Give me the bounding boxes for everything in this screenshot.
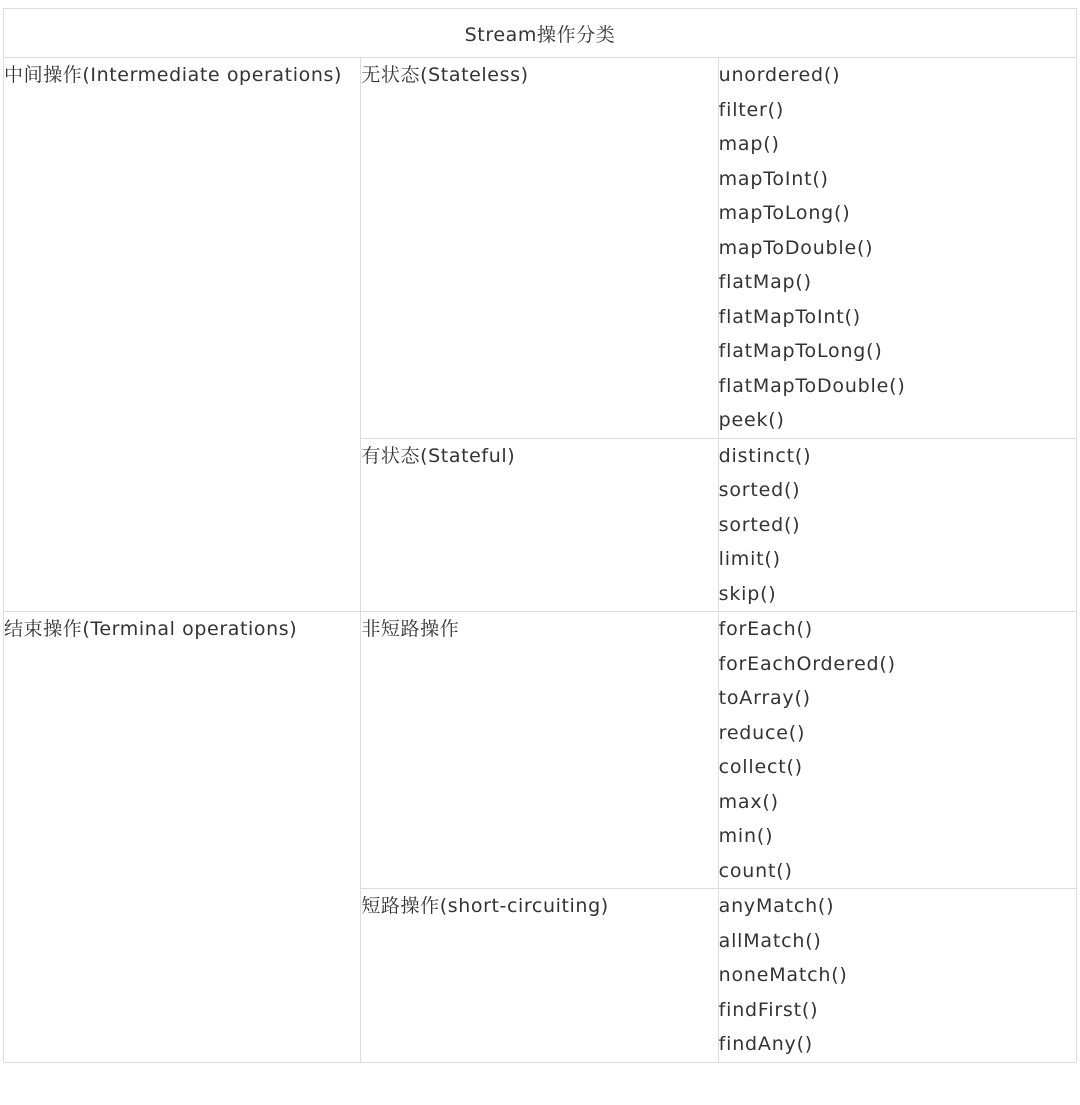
operation-method: min() xyxy=(718,825,774,847)
operation-method: noneMatch() xyxy=(718,964,848,986)
category-cell xyxy=(4,612,361,1063)
subcategory-cell xyxy=(361,438,718,612)
operation-method: mapToInt() xyxy=(718,167,829,190)
operation-method: limit() xyxy=(718,548,781,570)
operation-method: max() xyxy=(718,790,779,813)
operation-method: mapToDouble() xyxy=(718,236,874,259)
category-label: 中间操作(Intermediate operations) xyxy=(4,64,342,86)
operation-method: sorted() xyxy=(718,513,801,536)
table-title: Stream操作分类 xyxy=(4,9,1077,58)
operation-method: forEach() xyxy=(718,618,813,640)
stream-operations-table xyxy=(3,8,1077,1063)
operations-cell xyxy=(718,58,1076,439)
operation-method: distinct() xyxy=(718,444,812,467)
operation-method: collect() xyxy=(718,756,803,778)
subcategory-cell xyxy=(361,612,718,889)
operation-method: filter() xyxy=(718,98,785,121)
operation-method: flatMap() xyxy=(718,271,812,293)
operation-method: toArray() xyxy=(718,687,811,709)
operation-method: peek() xyxy=(718,409,785,431)
subcategory-label: 有状态(Stateful) xyxy=(361,444,516,467)
subcategory-cell xyxy=(361,889,718,1063)
table-row xyxy=(4,58,1077,439)
operation-method: map() xyxy=(718,133,780,155)
operation-method: findFirst() xyxy=(718,998,819,1021)
operation-method: anyMatch() xyxy=(718,895,835,917)
operations-cell xyxy=(718,612,1076,889)
operations-cell xyxy=(718,889,1076,1063)
operations-cell xyxy=(718,438,1076,612)
operation-method: reduce() xyxy=(718,721,806,744)
table-row xyxy=(4,612,1077,889)
subcategory-label: 短路操作(short-circuiting) xyxy=(361,895,609,917)
operation-method: mapToLong() xyxy=(718,202,851,224)
subcategory-cell xyxy=(361,58,718,439)
category-label: 结束操作(Terminal operations) xyxy=(4,618,298,640)
operation-method: skip() xyxy=(718,582,777,605)
operation-method: forEachOrdered() xyxy=(718,652,896,675)
operation-method: allMatch() xyxy=(718,929,822,952)
operation-method: flatMapToLong() xyxy=(718,340,883,362)
operation-method: count() xyxy=(718,859,793,882)
subcategory-label: 无状态(Stateless) xyxy=(361,64,529,86)
operation-method: flatMapToInt() xyxy=(718,305,861,328)
category-cell xyxy=(4,58,361,612)
operation-method: flatMapToDouble() xyxy=(718,374,906,397)
subcategory-label: 非短路操作 xyxy=(361,618,460,640)
operation-method: findAny() xyxy=(718,1033,814,1055)
operation-method: sorted() xyxy=(718,479,801,501)
table-body xyxy=(4,58,1077,1063)
operation-method: unordered() xyxy=(718,64,841,86)
